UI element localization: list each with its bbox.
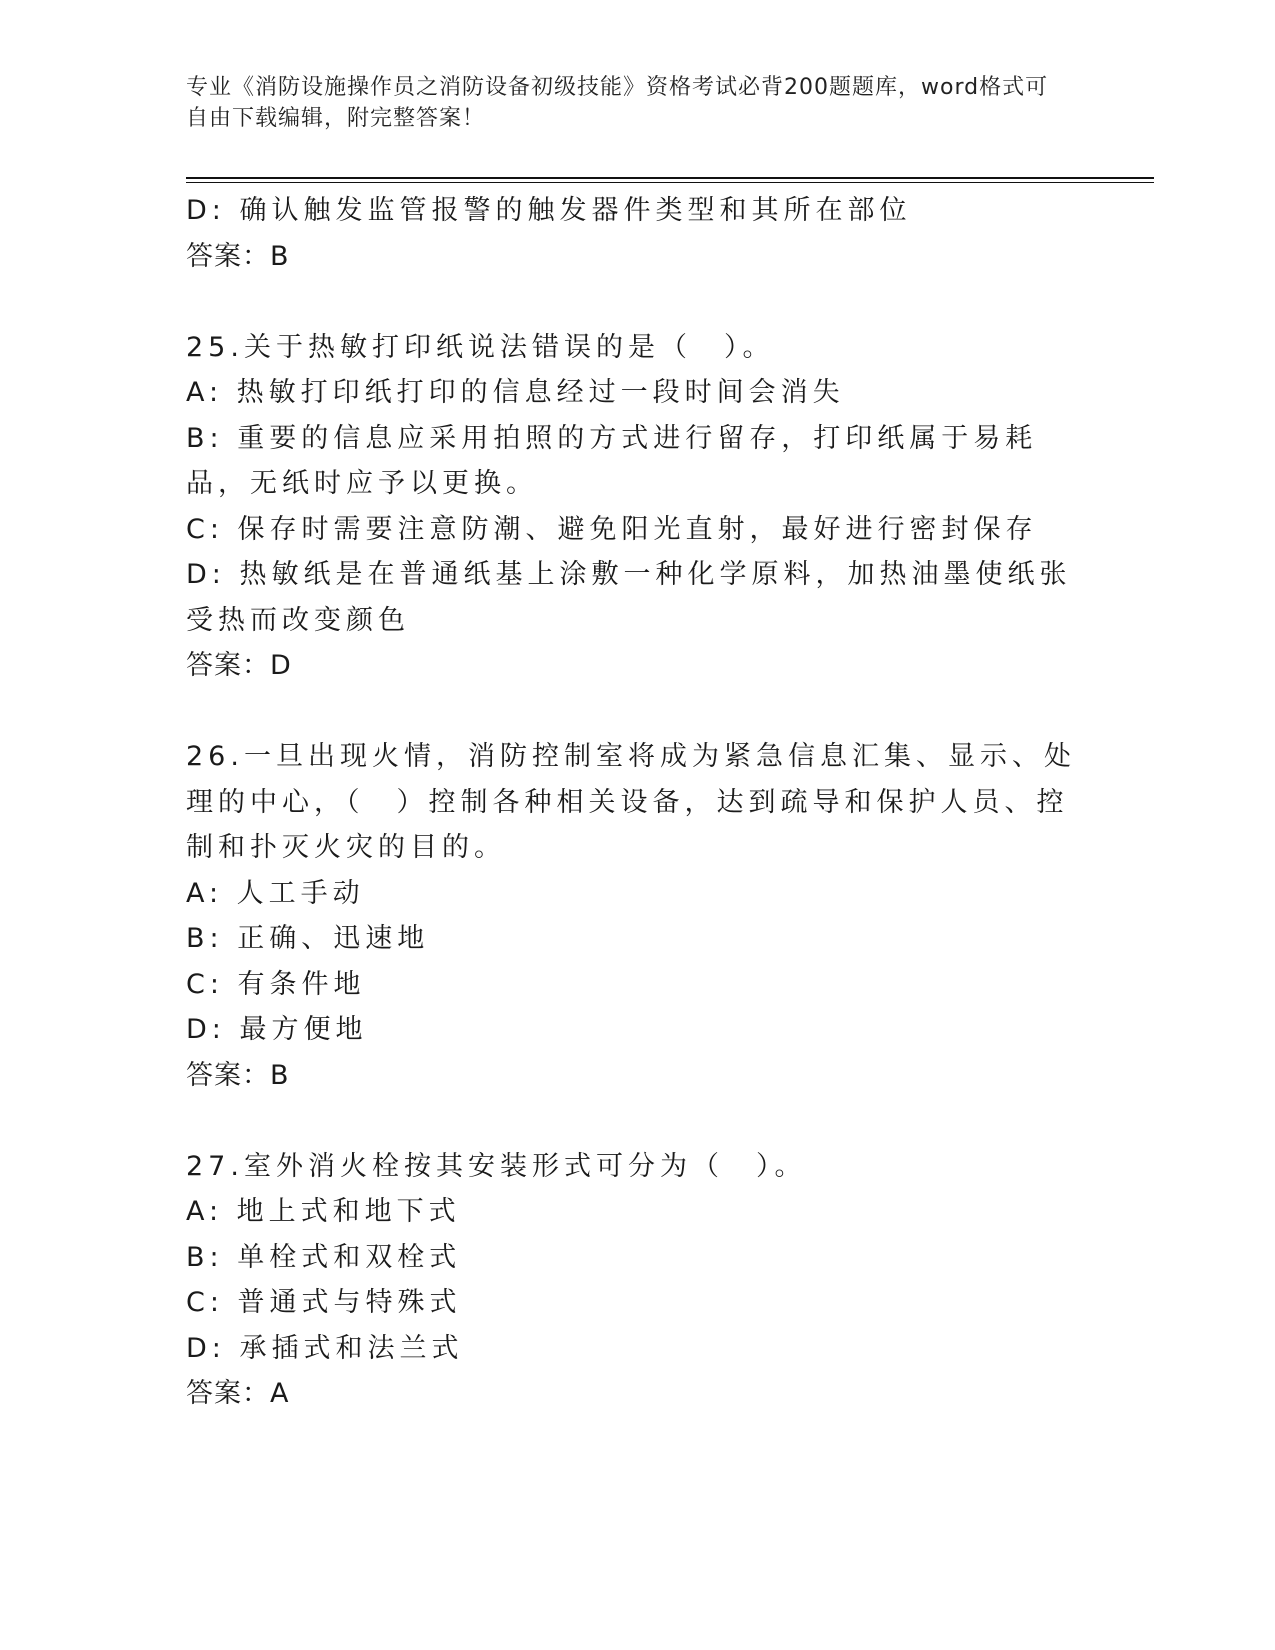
document-body xyxy=(186,188,1086,1417)
question-stem: 25.关于热敏打印纸说法错误的是（ ）。 xyxy=(186,331,775,363)
spacer xyxy=(186,689,1086,735)
spacer xyxy=(186,279,1086,325)
question-27 xyxy=(186,1144,1086,1417)
question-stem: 27.室外消火栓按其安装形式可分为（ ）。 xyxy=(186,1150,807,1182)
option-d: D: 承插式和法兰式 xyxy=(186,1332,464,1364)
option-c: C: 保存时需要注意防潮、避免阳光直射，最好进行密封保存 xyxy=(186,513,1038,545)
option-d: D: 最方便地 xyxy=(186,1014,368,1045)
option-a: A: 热敏打印纸打印的信息经过一段时间会消失 xyxy=(186,377,845,408)
option-d: D: 热敏纸是在普通纸基上涂敷一种化学原料，加热油墨使纸张受热而改变颜色 xyxy=(186,559,1072,636)
header-rule xyxy=(186,177,1154,183)
option-c: C: 有条件地 xyxy=(186,968,366,1000)
option-b: B: 正确、迅速地 xyxy=(186,923,430,954)
question-26 xyxy=(186,734,1086,1098)
question-25 xyxy=(186,325,1086,689)
answer: 答案：B xyxy=(186,1059,290,1091)
page-header: 专业《消防设施操作员之消防设备初级技能》资格考试必背200题题库，word格式可自由下载编辑，附完整答案！ xyxy=(186,75,1049,131)
carryover-option-d: D: 确认触发监管报警的触发器件类型和其所在部位 xyxy=(186,195,912,226)
answer: 答案：A xyxy=(186,1378,290,1409)
option-a: A: 地上式和地下式 xyxy=(186,1196,461,1227)
answer: 答案：D xyxy=(186,650,292,681)
option-a: A: 人工手动 xyxy=(186,877,365,909)
spacer xyxy=(186,1098,1086,1144)
option-b: B: 重要的信息应采用拍照的方式进行留存，打印纸属于易耗品，无纸时应予以更换。 xyxy=(186,422,1038,499)
carryover-answer: 答案：B xyxy=(186,240,290,272)
option-b: B: 单栓式和双栓式 xyxy=(186,1241,462,1273)
option-c: C: 普通式与特殊式 xyxy=(186,1287,462,1318)
question-stem: 26.一旦出现火情，消防控制室将成为紧急信息汇集、显示、处理的中心，（ ）控制各种相关设备，达到疏导和保护人员、控制和扑灭火灾的目的。 xyxy=(186,741,1076,863)
